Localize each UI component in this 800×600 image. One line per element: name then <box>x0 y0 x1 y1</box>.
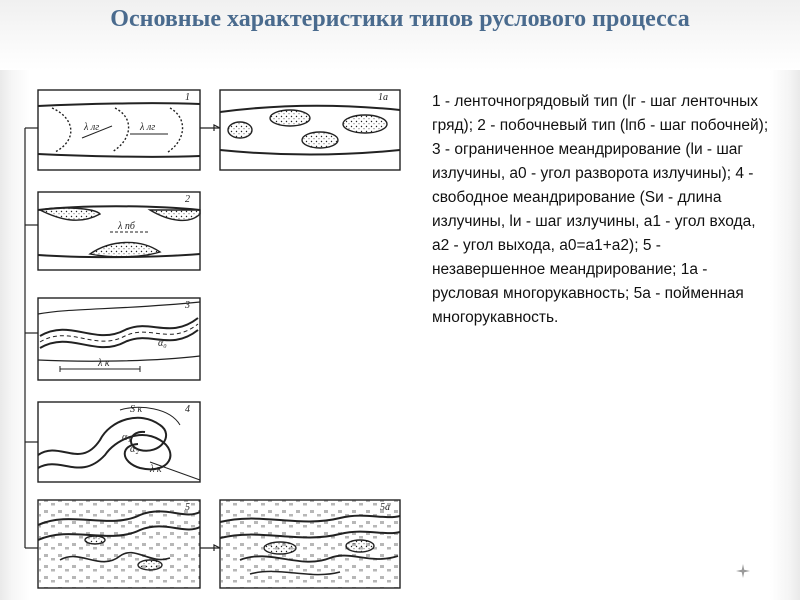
panel-3 <box>38 298 200 380</box>
panel-1 <box>38 90 200 170</box>
symbol-sk: S к <box>130 404 143 415</box>
symbol-a1: α₁ <box>122 432 131 443</box>
panel-number-1a: 1а <box>378 92 388 103</box>
panel-number-2: 2 <box>185 194 190 205</box>
symbol-lg-2: λ лг <box>140 122 156 133</box>
symbol-lk3: λ к <box>98 358 110 369</box>
panel-number-1: 1 <box>185 92 190 103</box>
symbol-a2: α₂ <box>130 444 139 455</box>
legend-text: 1 - ленточногрядовый тип (lг - шаг ленточных гряд); 2 - побочневый тип (lпб - шаг побочней); 3 - ограниченное меандрирование (lи - шаг излучины, а0 - угол разворота излучины); 4 - свободное меандрирование (Sи - длина излучины, lи - шаг излучины, а1 - угол входа, а2 - угол выхода, а0=а1+а2); 5 - незавершенное меандрирование; 1а - русловая многорукавность; 5а - пойменная многорукавность. <box>432 93 769 326</box>
star-icon[interactable] <box>736 564 750 578</box>
symbol-lk4: λ к <box>150 464 162 475</box>
panel-number-5a: 5а <box>380 502 390 513</box>
panel-number-5: 5 <box>185 502 190 513</box>
channel-types-figure <box>0 80 420 600</box>
panel-4 <box>38 402 200 482</box>
panel-1a <box>220 90 400 170</box>
panel-number-3: 3 <box>185 300 190 311</box>
panel-number-4: 4 <box>185 404 190 415</box>
slide-title: Основные характеристики типов руслового процесса <box>110 6 690 32</box>
panel-5 <box>38 500 200 588</box>
panel-5a <box>220 500 400 588</box>
symbol-lg: λ лг <box>84 122 100 133</box>
symbol-lpb: λ пб <box>118 221 135 232</box>
symbol-a0: α₀ <box>158 338 167 349</box>
